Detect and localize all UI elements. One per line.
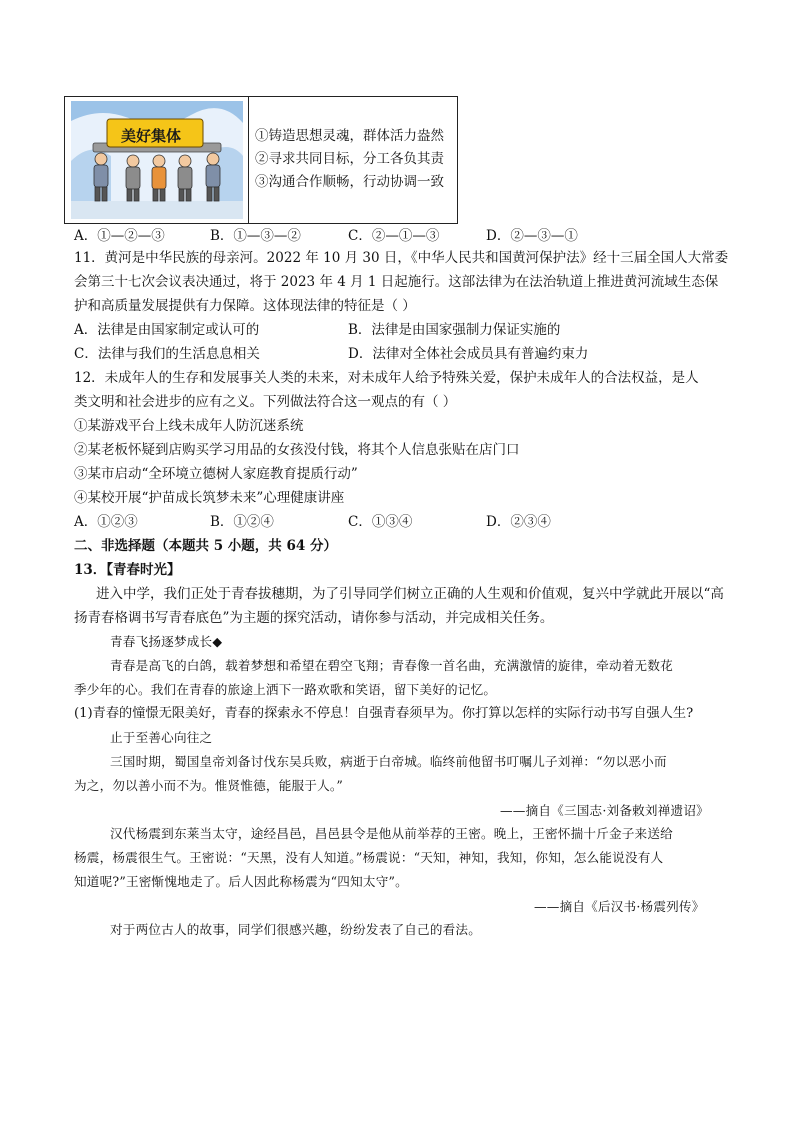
section-heading: 二、非选择题（本题共 5 小题，共 64 分） xyxy=(74,538,337,554)
figure-item: ②寻求共同目标，分工各负其责 xyxy=(255,151,444,167)
q11-option-c: C．法律与我们的生活息息相关 xyxy=(74,346,260,362)
source-1: ——摘自《三国志·刘备敕刘禅遗诏》 xyxy=(500,803,709,818)
q10-option-d: D．②—③—① xyxy=(486,228,578,244)
source-2: ——摘自《后汉书·杨震列传》 xyxy=(534,899,705,914)
q11-line: 会第三十七次会议表决通过，将于 2023 年 4 月 1 日起施行。这部法律为在法治轨道上推进黄河流域生态保 xyxy=(74,274,719,290)
story-2: 杨震，杨震很生气。王密说：“天黑，没有人知道。”杨震说：“天知，神知，我知，你知，怎么能说没有人 xyxy=(74,850,664,865)
figure-items xyxy=(255,125,444,194)
q10-option-b: B．①—③—② xyxy=(210,228,301,244)
story-2: 汉代杨震到东莱当太守，途经昌邑，昌邑县令是他从前举荐的王密。晚上，王密怀揣十斤金子来送给 xyxy=(110,826,673,841)
q11-option-d: D．法律对全体社会成员具有普遍约束力 xyxy=(348,346,589,362)
sub1-text: 青春是高飞的白鸽，载着梦想和希望在碧空飞翔；青春像一首名曲，充满激情的旋律，牵动着无数花 xyxy=(110,658,673,673)
q12-item: ①某游戏平台上线未成年人防沉迷系统 xyxy=(74,418,304,434)
figure-item: ①铸造思想灵魂，群体活力盎然 xyxy=(255,128,444,144)
teamwork-illustration xyxy=(71,101,243,219)
q12-option-b: B．①②④ xyxy=(210,514,274,530)
figure-table xyxy=(64,96,458,224)
q12-line: 12．未成年人的生存和发展事关人类的未来，对未成年人给予特殊关爱，保护未成年人的合法权益，是人 xyxy=(74,370,699,386)
sub1-text: 季少年的心。我们在青春的旅途上洒下一路欢歌和笑语，留下美好的记忆。 xyxy=(74,682,497,697)
q12-line: 类文明和社会进步的应有之义。下列做法符合这一观点的有（ ） xyxy=(74,394,457,410)
story-2: 知道呢?”王密惭愧地走了。后人因此称杨震为“四知太守”。 xyxy=(74,874,408,889)
q12-option-d: D．②③④ xyxy=(486,514,551,530)
q12-item: ③某市启动“全环境立德树人家庭教育提质行动” xyxy=(74,466,358,482)
closing-text: 对于两位古人的故事，同学们很感兴趣，纷纷发表了自己的看法。 xyxy=(110,922,482,937)
story-1: 三国时期，蜀国皇帝刘备讨伐东吴兵败，病逝于白帝城。临终前他留书叮嘱儿子刘禅：“勿以恶小而 xyxy=(110,754,667,769)
q11-line: 11．黄河是中华民族的母亲河。2022 年 10 月 30 日，《中华人民共和国黄河保护法》经十三届全国人大常委 xyxy=(74,250,729,266)
q13-title: 13．【青春时光】 xyxy=(74,562,181,578)
sub1-title: 青春飞扬逐梦成长◆ xyxy=(110,634,223,649)
figure-item: ③沟通合作顺畅，行动协调一致 xyxy=(255,174,444,190)
q12-item: ②某老板怀疑到店购买学习用品的女孩没付钱，将其个人信息张贴在店门口 xyxy=(74,442,520,458)
q11-line: 护和高质量发展提供有力保障。这体现法律的特征是（ ） xyxy=(74,298,416,314)
q12-option-c: C．①③④ xyxy=(348,514,413,530)
banner-text: 美好集体 xyxy=(120,127,181,145)
story-1: 为之，勿以善小而不为。惟贤惟德，能服于人。” xyxy=(74,778,344,793)
table-divider xyxy=(248,97,249,223)
q13-question-1: (1)青春的憧憬无限美好，青春的探索永不停息！自强青春须早为。你打算以怎样的实际行动书写自强人生? xyxy=(74,706,694,721)
q13-intro: 进入中学，我们正处于青春拔穗期，为了引导同学们树立正确的人生观和价值观，复兴中学就此开展以“高 xyxy=(96,586,724,602)
q11-option-a: A．法律是由国家制定或认可的 xyxy=(74,322,260,338)
q10-option-a: A．①—②—③ xyxy=(74,228,165,244)
q12-item: ④某校开展“护苗成长筑梦未来”心理健康讲座 xyxy=(74,490,345,506)
sub2-title: 止于至善心向往之 xyxy=(110,730,213,745)
q13-intro: 扬青春格调书写青春底色”为主题的探究活动，请你参与活动，并完成相关任务。 xyxy=(74,610,554,626)
q10-option-c: C．②—①—③ xyxy=(348,228,440,244)
q11-option-b: B．法律是由国家强制力保证实施的 xyxy=(348,322,561,338)
q12-option-a: A．①②③ xyxy=(74,514,138,530)
